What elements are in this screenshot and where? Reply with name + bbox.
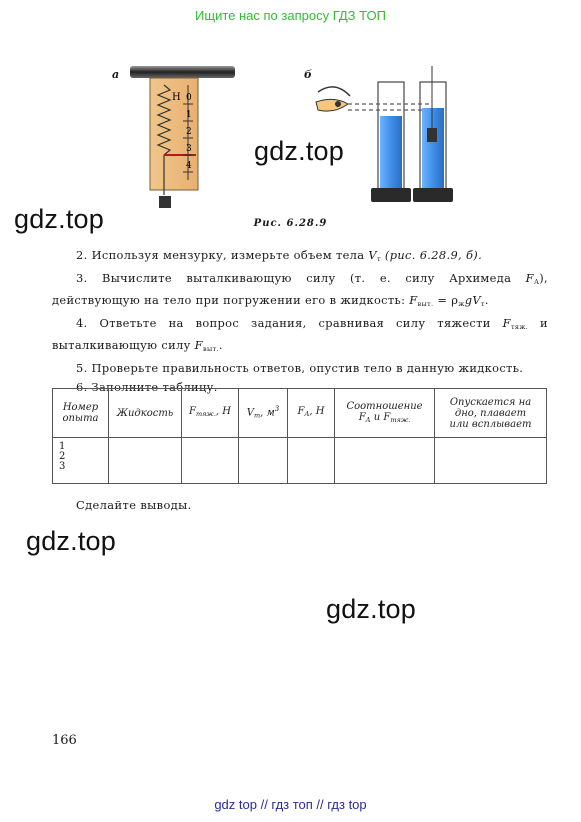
top-banner[interactable]: Ищите нас по запросу ГДЗ ТОП [195, 8, 386, 23]
item-6: 6. Заполните таблицу. [76, 379, 218, 394]
instructions [52, 246, 548, 396]
item-5: 5. Проверьте правильность ответов, опустив тело в данную жидкость. [76, 360, 524, 375]
results-table [52, 388, 547, 484]
header-gravity: $F_{тяж.}$, Н [182, 389, 239, 438]
cell-gravity [182, 438, 239, 484]
table-row [53, 438, 547, 484]
figure-label-a: а [112, 68, 120, 81]
header-volume: $V_т$, $м^3$ [239, 389, 288, 438]
dyn-label-h: Н [172, 92, 181, 103]
cell-volume [239, 438, 288, 484]
cell-row-numbers [53, 438, 109, 484]
header-liquid: Жидкость [109, 389, 182, 438]
cell-ratio [335, 438, 435, 484]
row-number-2: 2 [59, 451, 66, 462]
row-number-3: 3 [59, 461, 66, 472]
support-rod [130, 66, 235, 78]
watermark-4: gdz.top [326, 594, 416, 624]
item-3: 3. Вычислите выталкивающую силу (т. е. силу Архимеда $F_А$), действующую на тело при погружении его в жидкость: $F_{выт.} = \rho_жgV_т$. [52, 270, 548, 309]
conclusion-text: Сделайте выводы. [76, 498, 192, 512]
header-ratio: Соотношение $F_А$ и $F_{тяж.}$ [335, 389, 435, 438]
eye-icon [316, 87, 350, 111]
weight [159, 196, 171, 208]
dyn-tick-0: 0 [186, 93, 192, 103]
figure-label-b: б [304, 68, 312, 81]
watermark-2: gdz.top [14, 204, 104, 234]
dyn-tick-2: 2 [186, 127, 192, 137]
page-number: 166 [52, 733, 77, 748]
header-archimedes: $F_А$, Н [288, 389, 335, 438]
cell-liquid [109, 438, 182, 484]
watermark-1: gdz.top [254, 136, 344, 166]
item-4: 4. Ответьте на вопрос задания, сравнивая силу тяжести $F_{тяж.}$ и выталкивающую силу $F_{выт.}$. [52, 315, 548, 354]
figure-caption: Рис. 6.28.9 [253, 218, 328, 229]
beakers [316, 66, 453, 202]
dyn-tick-1: 1 [186, 110, 192, 120]
watermark-3: gdz.top [26, 526, 116, 556]
dyn-tick-3: 3 [186, 144, 192, 154]
cell-result [435, 438, 547, 484]
header-result: Опускается на дно, плавает или всплывает [435, 389, 547, 438]
bottom-banner[interactable]: gdz top // гдз топ // гдз top [214, 797, 367, 812]
figure-illustration [0, 0, 581, 212]
cell-archimedes [288, 438, 335, 484]
dynamometer [130, 66, 235, 208]
item-2: 2. Используя мензурку, измерьте объем тела $V_т$ (рис. 6.28.9, б). [76, 248, 483, 263]
row-number-1: 1 [59, 441, 66, 452]
dyn-tick-4: 4 [186, 161, 192, 171]
header-number: Номер опыта [53, 389, 109, 438]
